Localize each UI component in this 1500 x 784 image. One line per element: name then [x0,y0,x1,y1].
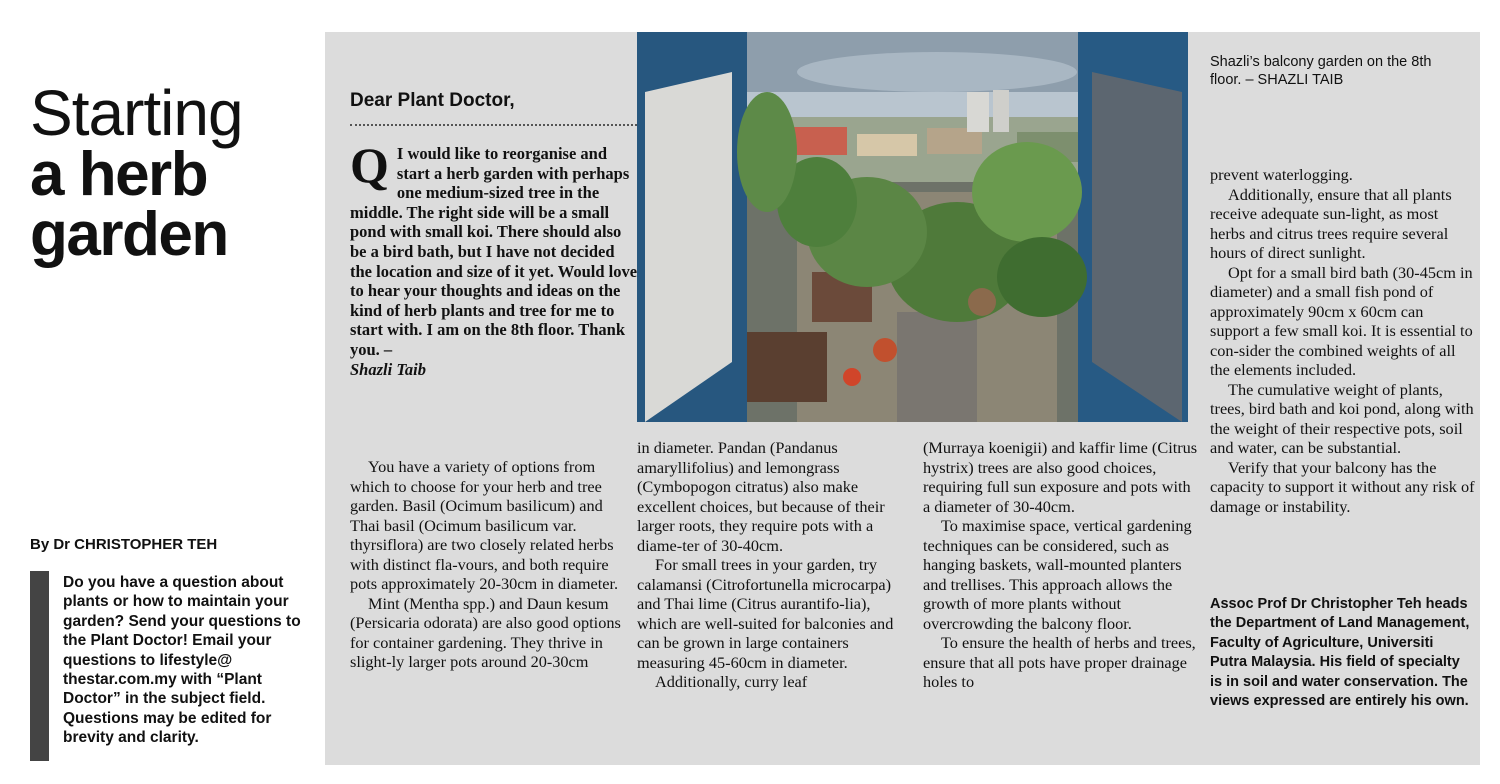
headline-line-1: Starting [30,77,243,149]
answer-paragraph: You have a variety of options from which to choose for your herb and tree garden. Basil (Ocimum basilicum) and Thai basil (Ocimum basilicum var. thyrsiflora) are two closely related herbs with distinct fla-vours, and both require pots approximately 20-30cm in diameter. [350,457,619,593]
answer-paragraph: Verify that your balcony has the capacity to support it without any risk of damage or instability. [1210,457,1475,516]
answer-column-3 [923,438,1198,692]
sidebar-column [0,0,320,784]
promo-box-text: Do you have a question about plants or how to maintain your garden? Send your questions to the Plant Doctor! Email your questions to lifestyle@ thestar.com.my with “Plant Doctor” in the subject field. Questions may be edited for brevity and clarity. [63,574,301,747]
answer-paragraph: The cumulative weight of plants, trees, bird bath and koi pond, along with the weight of their respective pots, soil and water, can be substantial. [1210,379,1474,457]
answer-paragraph: Additionally, curry leaf [655,672,808,691]
answer-paragraph: To maximise space, vertical gardening techniques can be considered, such as hanging baskets, wall-mounted planters and trellises. This approach allows the growth of more plants without overcrowding the balcony floor. [923,516,1192,633]
answer-paragraph: prevent waterlogging. [1210,165,1353,184]
answer-paragraph: in diameter. Pandan (Pandanus amaryllifolius) and lemongrass (Cymbopogon citratus) also make excellent choices, but because of their larger roots, they require pots with a diame-ter of 30-40cm. [637,438,885,555]
answer-column-2 [637,438,907,692]
byline: By Dr CHRISTOPHER TEH [30,536,218,553]
answer-paragraph: For small trees in your garden, try calamansi (Citrofortunella microcarpa) and Thai lime (Citrus aurantifo-lia), which are well-suited for balconies and can be grown in large containers measuring 45-60cm in diameter. [637,555,894,672]
answer-column-4 [1210,165,1475,516]
headline-line-2: a herb [30,139,208,209]
promo-accent-bar [30,571,49,761]
reader-question [350,137,640,379]
dotted-divider [350,124,637,126]
answer-paragraph: Additionally, ensure that all plants receive adequate sun-light, as most herbs and citrus trees require several hours of direct sunlight. [1210,184,1452,262]
author-bio: Assoc Prof Dr Christopher Teh heads the Department of Land Management, Faculty of Agriculture, Universiti Putra Malaysia. His field of specialty is in soil and water conservation. The views expressed are entirely his own. [1210,596,1470,710]
question-signature: Shazli Taib [350,359,426,379]
balcony-garden-photo [637,32,1188,422]
question-text: I would like to reorganise and start a herb garden with perhaps one medium-sized tree in the middle. The right side will be a small pond with small koi. There should also be a bird bath, but I have not decided the location and size of it yet. Would love to hear your thoughts and ideas on the kind of herb plants and tree for me to start with. I am on the 8th floor. Thank you. – [350,144,638,359]
answer-paragraph: Mint (Mentha spp.) and Daun kesum (Persicaria odorata) are also good options for container gardening. They thrive in slight-ly larger pots around 20-30cm [350,593,621,671]
answer-paragraph: To ensure the health of herbs and trees, ensure that all pots have proper drainage holes to [923,633,1196,691]
photo-caption: Shazli’s balcony garden on the 8th floor. – SHAZLI TAIB [1210,54,1432,88]
answer-paragraph: Opt for a small bird bath (30-45cm in diameter) and a small fish pond of approximately 90cm x 60cm can support a few small koi. It is essential to con-sider the combined weights of all the elements included. [1210,262,1473,379]
article-panel [325,32,1480,765]
headline-line-3: garden [30,200,228,270]
article-headline [30,77,243,270]
balcony-photo-illustration [637,32,1188,422]
answer-column-1 [350,457,635,672]
answer-paragraph: (Murraya koenigii) and kaffir lime (Citrus hystrix) trees are also good choices, requiring full sun exposure and pots with a diameter of 30-40cm. [923,438,1198,516]
dropcap-letter: Q [350,137,389,193]
question-heading: Dear Plant Doctor, [350,90,515,111]
